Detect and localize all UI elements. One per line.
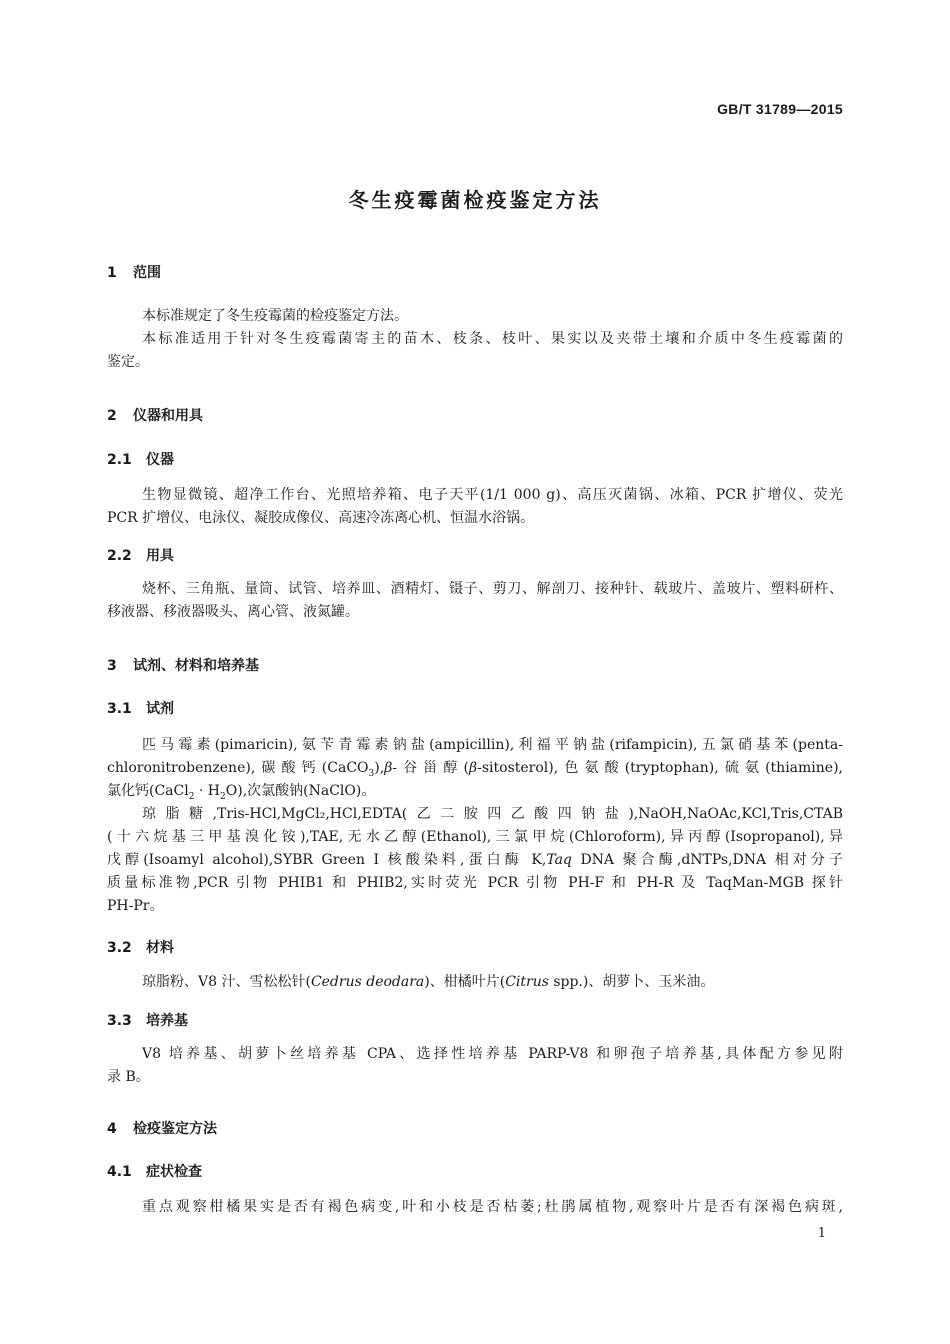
paragraph-line: V8 培养基、胡萝卜丝培养基 CPA、选择性培养基 PARP-V8 和卵孢子培养基,具体配方参见附 (142, 1046, 843, 1062)
paragraph-line: chloronitrobenzene),碳酸钙(CaCO$_3$),β-谷甾醇(β-sitosterol),色氨酸(tryptophan),硫氨(thiamine), (107, 760, 843, 779)
section-number: 4.1 (107, 1164, 132, 1180)
paragraph-line: PH-Pr。 (107, 898, 164, 914)
document-title: 冬生疫霉菌检疫鉴定方法 (348, 188, 602, 212)
section-3-3-heading (107, 1010, 188, 1030)
section-title: 培养基 (146, 1013, 188, 1029)
section-number: 2.1 (107, 452, 132, 468)
paragraph-line: 本标准适用于针对冬生疫霉菌寄主的苗木、枝条、枝叶、果实以及夹带土壤和介质中冬生疫霉菌的 (142, 331, 843, 347)
paragraph-line: 烧杯、三角瓶、量筒、试管、培养皿、酒精灯、镊子、剪刀、解剖刀、接种针、载玻片、盖玻片、塑料研杵、 (142, 581, 843, 597)
section-2-1-heading (107, 449, 174, 469)
standard-code: GB/T 31789—2015 (717, 101, 843, 117)
section-4-1-heading (107, 1161, 202, 1181)
section-number: 4 (107, 1121, 117, 1137)
section-2-2-heading (107, 545, 174, 565)
section-2-heading (107, 405, 203, 425)
paragraph-line: 琼脂糖,Tris-HCl,MgCl₂,HCl,EDTA(乙二胺四乙酸四钠盐),NaOH,NaOAc,KCl,Tris,CTAB (142, 806, 843, 822)
paragraph-line: 生物显微镜、超净工作台、光照培养箱、电子天平(1/1 000 g)、高压灭菌锅、冰箱、PCR 扩增仪、荧光 (142, 487, 843, 503)
section-title: 仪器和用具 (133, 408, 203, 424)
section-1-heading (107, 262, 161, 282)
section-number: 3.1 (107, 701, 132, 717)
paragraph-line: PCR 扩增仪、电泳仪、凝胶成像仪、高速冷冻离心机、恒温水浴锅。 (107, 510, 535, 526)
section-number: 3 (107, 658, 117, 674)
section-3-1-heading (107, 698, 174, 718)
section-number: 2 (107, 408, 117, 424)
paragraph-line: 质量标准物,PCR 引物 PHIB1 和 PHIB2,实时荧光 PCR 引物 PH-F 和 PH-R 及 TaqMan-MGB 探针 (107, 875, 843, 891)
paragraph: 琼脂粉、V8 汁、雪松松针(Cedrus deodara)、柑橘叶片(Citrus spp.)、胡萝卜、玉米油。 (142, 974, 715, 990)
section-number: 3.3 (107, 1013, 132, 1029)
paragraph-line: 重点观察柑橘果实是否有褐色病变,叶和小枝是否枯萎;杜鹃属植物,观察叶片是否有深褐色病斑, (142, 1199, 843, 1215)
section-number: 3.2 (107, 940, 132, 956)
paragraph-line: 氯化钙(CaCl$_2$ · $H_2O$),次氯酸钠(NaClO)。 (107, 783, 376, 802)
section-number: 1 (107, 265, 117, 281)
section-title: 材料 (146, 940, 174, 956)
section-title: 试剂 (146, 701, 174, 717)
page-number: 1 (817, 1226, 826, 1241)
paragraph: 本标准规定了冬生疫霉菌的检疫鉴定方法。 (142, 308, 408, 324)
paragraph-line: 匹马霉素(pimaricin),氨苄青霉素钠盐(ampicillin),利福平钠盐(rifampicin),五氯硝基苯(penta- (142, 737, 843, 753)
section-title: 用具 (146, 548, 174, 564)
section-3-2-heading (107, 937, 174, 957)
paragraph-line: 移液器、移液器吸头、离心管、液氮罐。 (107, 604, 359, 620)
section-title: 范围 (133, 265, 161, 281)
paragraph-line: (十六烷基三甲基溴化铵),TAE,无水乙醇(Ethanol),三氯甲烷(Chloroform),异丙醇(Isopropanol),异 (107, 829, 843, 845)
section-title: 仪器 (146, 452, 174, 468)
section-number: 2.2 (107, 548, 132, 564)
paragraph-line: 鉴定。 (107, 354, 149, 370)
paragraph-line: 录 B。 (107, 1069, 150, 1085)
section-title: 试剂、材料和培养基 (133, 658, 259, 674)
section-4-heading (107, 1118, 217, 1138)
section-3-heading (107, 655, 259, 675)
section-title: 检疫鉴定方法 (133, 1121, 217, 1137)
section-title: 症状检查 (146, 1164, 202, 1180)
paragraph-line: 戊醇(Isoamyl alcohol),SYBR Green I 核酸染料,蛋白酶 K,Taq DNA 聚合酶,dNTPs,DNA 相对分子 (107, 852, 843, 868)
